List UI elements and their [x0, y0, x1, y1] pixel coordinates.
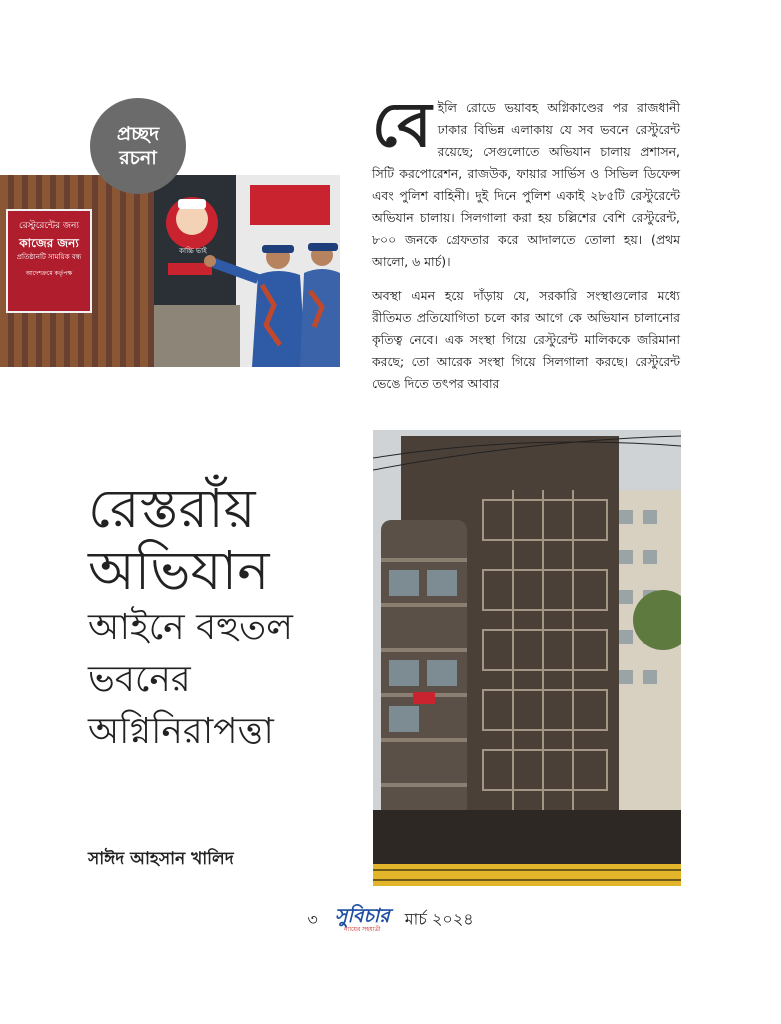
section-badge: [90, 98, 186, 194]
headline-line5: অগ্নিনিরাপত্তা: [88, 711, 274, 752]
headline-line1: রেস্তরাঁয়: [88, 477, 256, 540]
article-paragraph-2: [372, 285, 680, 395]
shop-sign-label: কাচ্চি ভাই: [179, 247, 207, 255]
badge-line2: রচনা: [119, 147, 157, 169]
issue-date: মার্চ ২০২৪: [404, 909, 474, 929]
page-footer: [0, 906, 781, 934]
logo-name: সুবিচার: [334, 905, 390, 927]
drop-cap: বে: [372, 88, 432, 161]
headline-line3: আইনে বহুতল: [88, 607, 293, 648]
page-number: ৩: [307, 909, 318, 929]
sign-line4: আদেশক্রমে কর্তৃপক্ষ: [25, 270, 73, 277]
headline-line4: ভবনের: [88, 659, 191, 700]
paragraph-2-text: অবস্থা এমন হয়ে দাঁড়ায় যে, সরকারি সংস্থাগুলোর মধ্যে রীতিমত প্রতিযোগিতা চলে কার আগে কে অভিযান চালানোর কৃতিত্ব নেবে। এক সংস্থা গিয়ে রেস্টুরেন্ট মালিককে জরিমানা করছে; তো আরেক সংস্থা গিয়ে সিলগালা করছে। রেস্টুরেন্ট ভেঙে দিতে তৎপর আবার: [372, 288, 680, 391]
logo-tagline: ন্যায়ের সহযাত্রী: [343, 926, 381, 933]
sign-line3: প্রতিষ্ঠানটি সাময়িক বন্ধ: [16, 253, 82, 261]
paragraph-1-text: ইলি রোডে ভয়াবহ অগ্নিকাণ্ডের পর রাজধানী ঢাকার বিভিন্ন এলাকায় যে সব ভবনে রেস্টুরেন্ট রয়েছে; সেগুলোতে অভিযান চালায় প্রশাসন, সিটি করপোরেশন, রাজউক, ফায়ার সার্ভিস ও সিভিল ডিফেন্স এবং পুলিশ বাহিনী। দুই দিনে পুলিশ একাই ২৮৫টি রেস্টুরেন্টে অভিযান চালায়। সিলগালা করা হয় চল্লিশের বেশি রেস্টুরেন্ট, ৮০০ জনকে গ্রেফতার করে আদালতে তোলা হয়। (প্রথম আলো, ৬ মার্চ)।: [372, 100, 680, 269]
magazine-logo: [335, 906, 390, 934]
sign-line1: রেস্টুরেন্টের জন্য: [19, 221, 79, 231]
article-body: [372, 88, 680, 407]
headline: [88, 478, 368, 758]
closure-sign: [6, 209, 92, 313]
badge-line1: প্রচ্ছদ: [116, 123, 160, 145]
photo-raid-sealing: [0, 175, 340, 367]
author-byline: সাঈদ আহসান খালিদ: [88, 849, 234, 869]
sign-line2: কাজের জন্য: [19, 236, 79, 250]
photo-burned-building: [373, 430, 681, 886]
headline-line2: অভিযান: [88, 539, 270, 602]
article-paragraph-1: [372, 88, 680, 273]
